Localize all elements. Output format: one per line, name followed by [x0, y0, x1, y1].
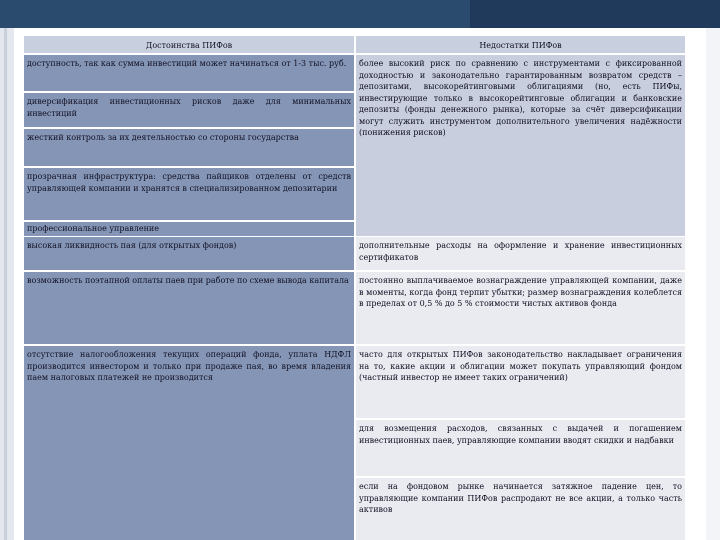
advantage-item: диверсификация инвестиционных рисков даже для минимальных инвестиций — [24, 93, 354, 127]
title-bar-highlight — [0, 0, 470, 28]
right-decor-stripe — [706, 28, 720, 540]
advantage-item: возможность поэтапной оплаты паев при работе по схеме вывода капитала — [24, 272, 354, 344]
title-bar — [0, 0, 720, 28]
advantage-item: высокая ликвидность пая (для открытых фондов) — [24, 237, 354, 270]
disadvantage-item: для возмещения расходов, связанных с выдачей и погашением инвестиционных паев, управляющие компании вводят скидки и надбавки — [356, 420, 685, 476]
disadvantage-item: более высокий риск по сравнению с инструментами с фиксированной доходностью и законодательно гарантированным возвратом средств – депозитами, высокорейтинговыми облигациями (но, есть ПИФы, инвестирующие только в высокорейтинговые облигации и банковские депозиты (фонды денежного рынка), которые за счёт диверсификации могут служить инструментом дополнительного увеличения надёжности (понижения рисков) — [356, 55, 685, 236]
comparison-table — [24, 36, 685, 540]
advantage-item: доступность, так как сумма инвестиций может начинаться от 1-3 тыс. руб. — [24, 55, 354, 91]
left-decor-line — [4, 28, 7, 540]
left-decor-stripe — [0, 28, 14, 540]
disadvantage-item: дополнительные расходы на оформление и хранение инвестиционных сертификатов — [356, 237, 685, 270]
advantage-item: профессиональное управление — [24, 222, 354, 236]
advantage-item: прозрачная инфраструктура: средства пайщиков отделены от средств управляющей компании и хранятся в специализированном депозитарии — [24, 168, 354, 220]
advantage-item: жесткий контроль за их деятельностью со стороны государства — [24, 129, 354, 166]
disadvantage-item: если на фондовом рынке начинается затяжное падение цен, то управляющие компании ПИФов распродают не все акции, а только часть активов — [356, 478, 685, 540]
disadvantage-item: часто для открытых ПИФов законодательство накладывает ограничения на то, какие акции и облигации может покупать управляющий фондом (частный инвестор не имеет таких ограничений) — [356, 346, 685, 418]
header-advantages: Достоинства ПИФов — [24, 36, 354, 53]
disadvantage-item: постоянно выплачиваемое вознаграждение управляющей компании, даже в моменты, когда фонд терпит убытки; размер вознаграждения колеблется в пределах от 0,5 % до 5 % стоимости чистых активов фонда — [356, 272, 685, 344]
header-disadvantages: Недостатки ПИФов — [356, 36, 685, 53]
advantage-item: отсутствие налогообложения текущих операций фонда, уплата НДФЛ производится инвестором и только при продаже пая, во время владения паем налоговых платежей не производится — [24, 346, 354, 540]
